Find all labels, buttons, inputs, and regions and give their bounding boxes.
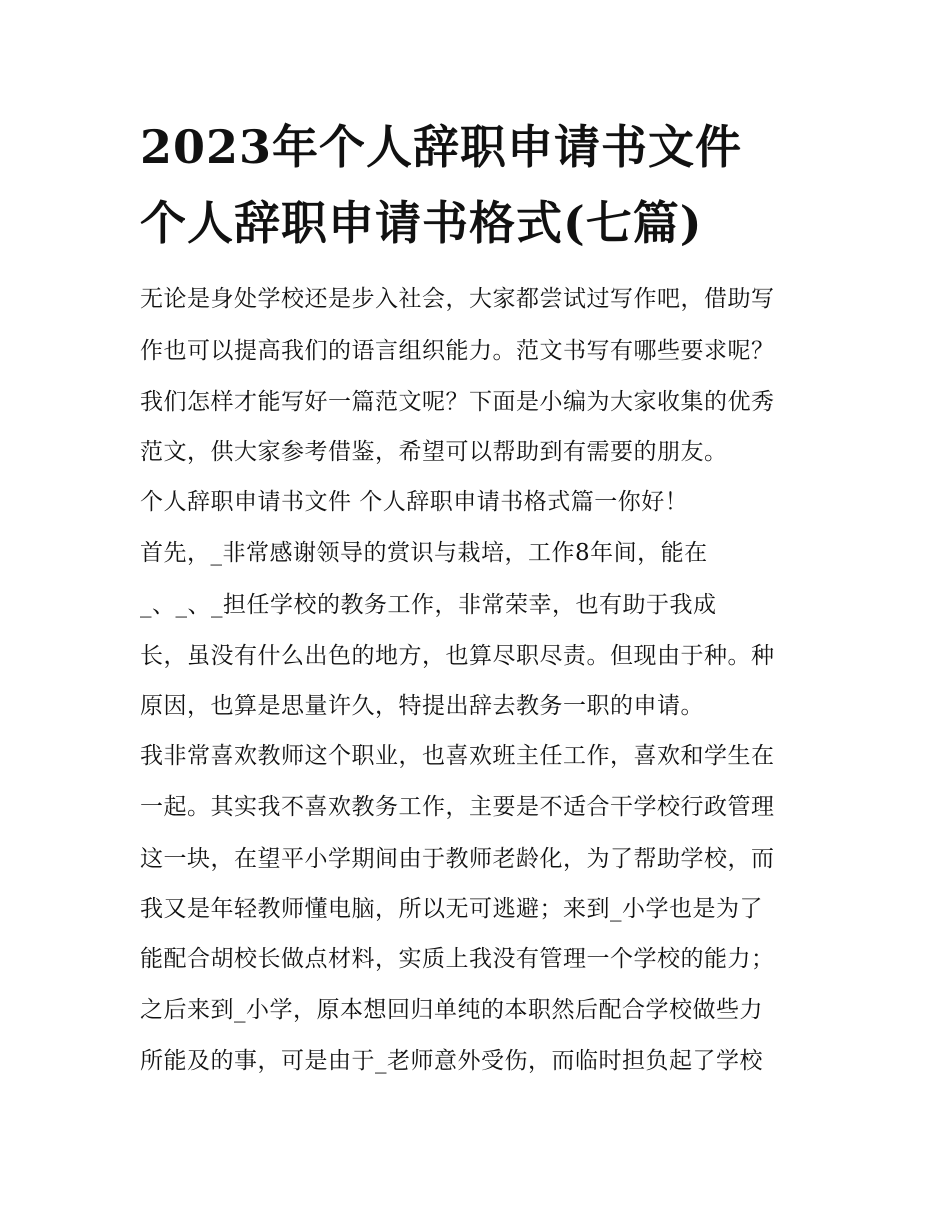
document-title-line-1: 2023年个人辞职申请书文件 xyxy=(140,120,743,174)
body-text-line: 作也可以提高我们的语言组织能力。范文书写有哪些要求呢？ xyxy=(140,338,775,364)
body-text-line: 这一块，在望平小学期间由于教师老龄化，为了帮助学校，而 xyxy=(140,846,775,872)
body-text-line: _、_、_担任学校的教务工作，非常荣幸，也有助于我成 xyxy=(140,592,717,618)
body-text-line: 能配合胡校长做点材料，实质上我没有管理一个学校的能力； xyxy=(140,946,775,972)
body-text-line: 首先，_非常感谢领导的赏识与栽培，工作8年间，能在 xyxy=(140,540,708,566)
body-text-line: 范文，供大家参考借鉴，希望可以帮助到有需要的朋友。 xyxy=(140,439,728,465)
body-text-line: 之后来到_小学，原本想回归单纯的本职然后配合学校做些力 xyxy=(140,997,763,1023)
body-text-line: 我又是年轻教师懂电脑，所以无可逃避；来到_小学也是为了 xyxy=(140,896,763,922)
body-text-line: 原因，也算是思量许久，特提出辞去教务一职的申请。 xyxy=(140,693,704,719)
body-text-line: 所能及的事，可是由于_老师意外受伤，而临时担负起了学校 xyxy=(140,1048,763,1074)
body-text-line: 我们怎样才能写好一篇范文呢？下面是小编为大家收集的优秀 xyxy=(140,389,775,415)
body-text-line: 一起。其实我不喜欢教务工作，主要是不适合干学校行政管理 xyxy=(140,794,775,820)
body-text-line: 无论是身处学校还是步入社会，大家都尝试过写作吧，借助写 xyxy=(140,286,775,312)
document-title-line-2: 个人辞职申请书格式(七篇) xyxy=(140,196,703,250)
section-heading-line: 个人辞职申请书文件 个人辞职申请书格式篇一你好！ xyxy=(140,489,689,515)
body-text-line: 长，虽没有什么出色的地方，也算尽职尽责。但现由于种。种 xyxy=(140,643,775,669)
body-text-line: 我非常喜欢教师这个职业，也喜欢班主任工作，喜欢和学生在 xyxy=(140,743,775,769)
